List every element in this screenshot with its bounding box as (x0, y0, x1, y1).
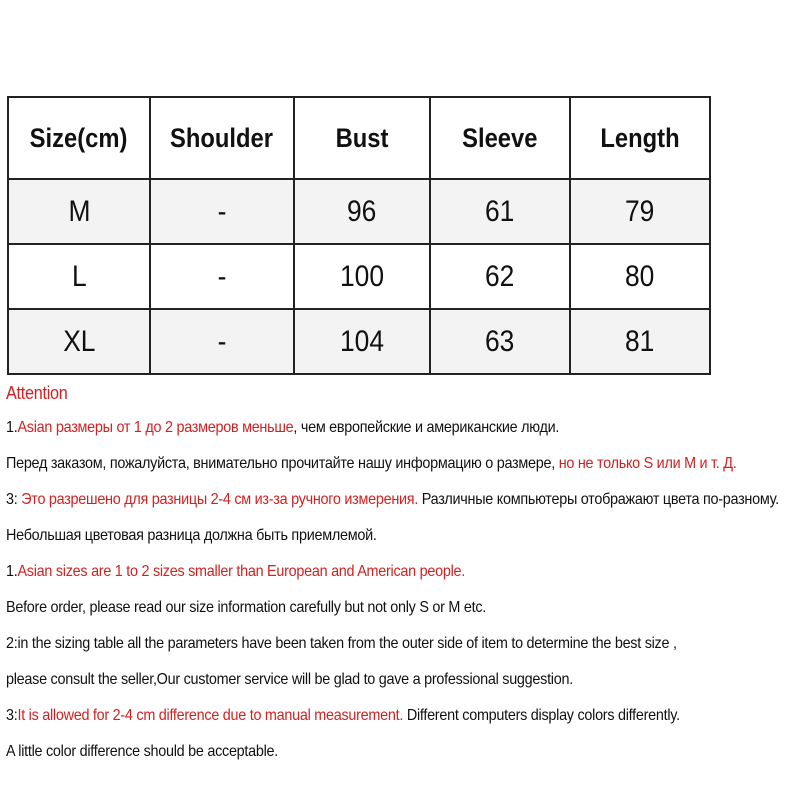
header-shoulder: Shoulder (150, 97, 294, 179)
table-row (8, 179, 710, 244)
note-en-line-2: Before order, please read our size information carefully but not only S or M etc. (6, 599, 486, 616)
table-row (8, 309, 710, 374)
table-cell: 79 (570, 179, 710, 244)
note-highlight: It is allowed for 2-4 cm difference due to manual measurement. (17, 707, 404, 724)
header-sleeve: Sleeve (430, 97, 570, 179)
table-cell: 62 (430, 244, 570, 309)
header-bust: Bust (294, 97, 430, 179)
note-text: , чем европейские и американские люди. (293, 419, 560, 436)
table-row (8, 244, 710, 309)
size-notes (6, 376, 800, 770)
table-cell: 63 (430, 309, 570, 374)
table-cell: 81 (570, 309, 710, 374)
note-en-line-3: 2:in the sizing table all the parameters have been taken from the outer side of item to determine the best size , (6, 635, 677, 652)
note-en-line-4: please consult the seller,Our customer service will be glad to gave a professional suggestion. (6, 671, 573, 688)
note-highlight: но не только S или M и т. Д. (558, 455, 737, 472)
table-cell: 61 (430, 179, 570, 244)
note-ru-line-1 (6, 410, 721, 446)
note-highlight: Это разрешено для разницы 2-4 см из-за ручного измерения. (21, 491, 419, 508)
note-prefix: 1. (6, 419, 18, 436)
note-highlight: Asian sizes are 1 to 2 sizes smaller than European and American people. (17, 563, 465, 580)
note-ru-line-2 (6, 446, 737, 482)
table-cell: 104 (294, 309, 430, 374)
note-en-line-1 (6, 554, 721, 590)
table-cell: - (150, 179, 294, 244)
table-cell: M (8, 179, 150, 244)
table-cell: XL (8, 309, 150, 374)
size-chart-table (7, 96, 711, 375)
note-highlight: Asian размеры от 1 до 2 размеров меньше (17, 419, 294, 436)
note-ru-line-3 (6, 482, 779, 518)
table-cell: 100 (294, 244, 430, 309)
table-cell: - (150, 244, 294, 309)
note-text: Различные компьютеры отображают цвета по-разному. (418, 491, 779, 508)
note-en-line-5 (6, 698, 721, 734)
note-ru-line-4: Небольшая цветовая разница должна быть приемлемой. (6, 527, 377, 544)
table-header-row (8, 97, 710, 179)
header-size: Size(cm) (8, 97, 150, 179)
note-prefix: 3: (6, 491, 22, 508)
note-prefix: 1. (6, 563, 18, 580)
note-prefix: 3: (6, 707, 18, 724)
note-text: Перед заказом, пожалуйста, внимательно прочитайте нашу информацию о размере, (6, 455, 559, 472)
header-length: Length (570, 97, 710, 179)
table-cell: - (150, 309, 294, 374)
table-cell: L (8, 244, 150, 309)
note-en-line-6: A little color difference should be acceptable. (6, 743, 279, 760)
table-cell: 80 (570, 244, 710, 309)
table-cell: 96 (294, 179, 430, 244)
note-text: Different computers display colors differently. (403, 707, 680, 724)
attention-heading: Attention (6, 383, 68, 403)
